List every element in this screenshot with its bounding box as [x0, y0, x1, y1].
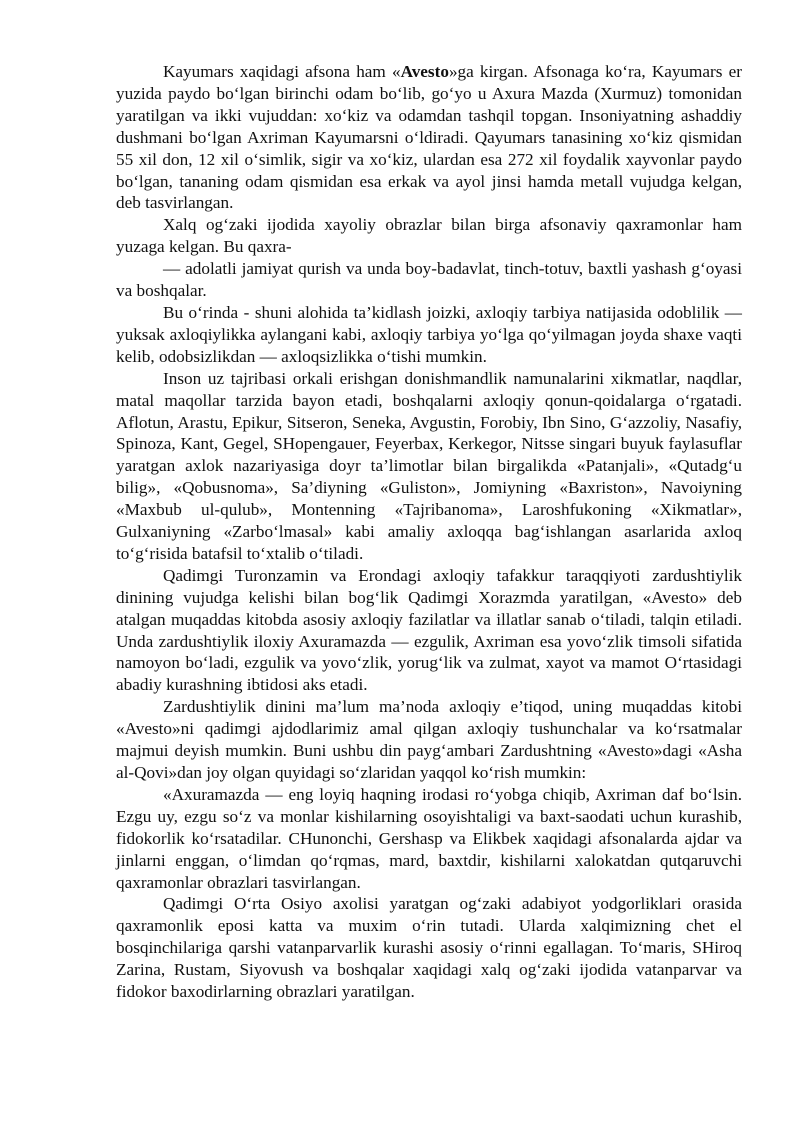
paragraph-moral-upbringing: Bu o‘rinda - shuni alohida ta’kidlash joizki, axloqiy tarbiya natijasida odoblilik — yuksak axloqiylikka aylangani kabi, axloqiy tarbiya yo‘lga qo‘yilmagan joyda shaxe vaqti kelib, odobsizlikdan — axloqsizlikka o‘tishi mumkin.	[116, 302, 742, 366]
paragraph-wisdom-works: Inson uz tajribasi orkali erishgan donishmandlik namunalarini xikmatlar, naqdlar, matal maqollar tarzida bayon etadi, boshqalarni axloqiy qonun-qoidalarga o‘rgatadi. Aflotun, Arastu, Epikur, Sitseron, Seneka, Avgustin, Forobiy, Ibn Sino, G‘azzoliy, Nasafiy, Spinoza, Kant, Gegel, SHopengauer, Feyerbax, Kerkegor, Nitsse singari buyuk faylasuflar yaratgan axlok nazariyasiga doyr ta’limotlar bilan birgalikda «Patanjali», «Qutadg‘u bilig», «Qobusnoma», Sa’diyning «Guliston», Jomiyning «Baxriston», Navoiyning «Maxbub ul-qulub», Montenning «Tajribanoma», Laroshfukoning «Xikmatlar», Gulxaniyning «Zarbo‘lmasal» kabi amaliy axloqqa bag‘ishlangan asarlarida axloq to‘g‘risida batafsil to‘xtalib o‘tiladi.	[116, 368, 742, 563]
paragraph-avesto-moral-code: Zardushtiylik dinini ma’lum ma’noda axloqiy e’tiqod, uning muqaddas kitobi «Avesto»ni qadimgi ajdodlarimiz amal qilgan axloqiy tushunchalar va ko‘rsatmalar majmui deyish mumkin. Buni ushbu din payg‘ambari Zardushtning «Avesto»dagi «Asha al-Qovi»dan joy olgan quyidagi so‘zlaridan yaqqol ko‘rish mumkin:	[116, 697, 742, 782]
paragraph-zoroastrian-thought: Qadimgi Turonzamin va Erondagi axloqiy tafakkur taraqqiyoti zardushtiylik dinining vujudga kelishi bilan bog‘lik Qadimgi Xorazmda yaratilgan, «Avesto» deb atalgan muqaddas kitobda asosiy axloqiy fazilatlar va illatlar sanab o‘tiladi, talqin etiladi. Unda zardushtiylik iloxiy Axuramazda — ezgulik, Axriman esa yovo‘zlik timsoli sifatida namoyon bo‘ladi, ezgulik va yovo‘zlik, yorug‘lik va zulmat, xayot va mamot O‘rtasidagi abadiy kurashning ibtidosi aks etadi.	[116, 565, 742, 695]
paragraph-kayumars-body: »ga kirgan. Afsonaga ko‘ra, Kayumars er yuzida paydo bo‘lgan birinchi odam bo‘lib, go‘yo u Axura Mazda (Xurmuz) tomonidan yaratilgan va ikki vujuddan: xo‘kiz va odamdan tashqil topgan. Insoniyatning ashaddiy dushmani bo‘lgan Axriman Kayumarsni o‘ldiradi. Qayumars tanasining xo‘kiz qismidan 55 xil don, 12 xil o‘simlik, sigir va xo‘kiz, ulardan esa 272 xil foydalik xayvonlar paydo bo‘lgan, tananing odam qismidan esa erkak va ayol jinsi hamda metall vujudga kelgan, deb tasvirlangan.	[116, 62, 742, 213]
paragraph-kayumars-lead: Kayumars xaqidagi afsona ham «	[163, 62, 401, 81]
avesto-bold-term: Avesto	[400, 62, 449, 81]
paragraph-just-society: — adolatli jamiyat qurish va unda boy-badavlat, tinch-totuv, baxtli yashash g‘oyasi va boshqalar.	[116, 259, 742, 301]
paragraph-kayumars	[116, 61, 742, 214]
paragraph-heroic-epos: Qadimgi O‘rta Osiyo axolisi yaratgan og‘zaki adabiyot yodgorliklari orasida qaxramonlik eposi katta va muxim o‘rin tutadi. Ularda xalqimizning chet el bosqinchilariga qarshi vatanparvarlik kurashi asosiy o‘rinni egallagan. To‘maris, SHiroq Zarina, Rustam, Siyovush va boshqalar xaqidagi xalq og‘zaki ijodida vatanparvar va fidokor baxodirlarning obrazlari yaratilgan.	[116, 894, 742, 1002]
document-page	[116, 61, 742, 1003]
paragraph-folk-heroes: Xalq og‘zaki ijodida xayoliy obrazlar bilan birga afsonaviy qaxramonlar ham yuzaga kelgan. Bu qaxra-	[116, 215, 742, 257]
paragraph-axuramazda-quote: «Axuramazda — eng loyiq haqning irodasi ro‘yobga chiqib, Axriman daf bo‘lsin. Ezgu uy, ezgu so‘z va monlar kishilarning osoyishtaligi va baxt-saodati uchun kurashib, fidokorlik ko‘rsatadilar. CHunonchi, Gershasp va Elikbek xaqidagi afsonalarda ajdar va jinlarni enggan, o‘limdan qo‘rqmas, mard, baxtdir, kishilarni xalokatdan qutqaruvchi qaxramonlar obrazlari tasvirlangan.	[116, 784, 742, 892]
